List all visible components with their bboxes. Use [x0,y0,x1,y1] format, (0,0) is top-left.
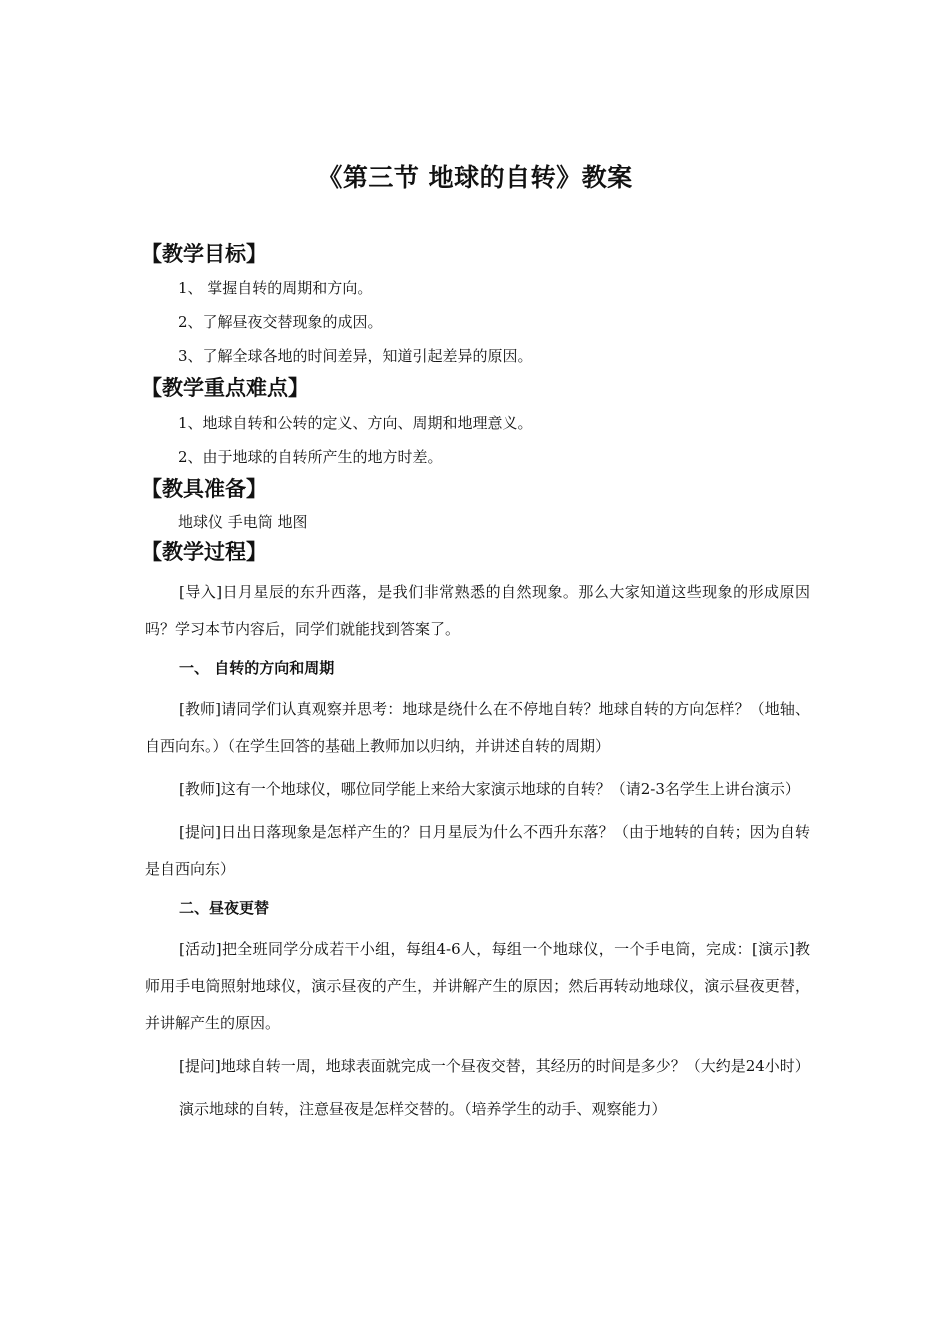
key-point-item: 2、由于地球的自转所产生的地方时差。 [178,448,443,466]
section-heading-materials: 【教具准备】 [141,477,267,501]
process-paragraph: [活动]把全班同学分成若干小组，每组4-6人，每组一个地球仪，一个手电筒，完成：[演示]教师用手电筒照射地球仪，演示昼夜的产生，并讲解产生的原因；然后再转动地球仪，演示昼夜更替，并讲解产生的原因。 [145,940,810,1032]
process-intro: [导入]日月星辰的东升西落，是我们非常熟悉的自然现象。那么大家知道这些现象的形成原因吗？学习本节内容后，同学们就能找到答案了。 [145,583,810,638]
process-paragraph: [提问]地球自转一周，地球表面就完成一个昼夜交替，其经历的时间是多少？（大约是24小时） [179,1057,810,1075]
process-paragraph: [教师]这有一个地球仪，哪位同学能上来给大家演示地球的自转？（请2-3名学生上讲台演示） [179,780,800,798]
section-heading-key-points: 【教学重点难点】 [141,376,309,400]
process-paragraph: 演示地球的自转，注意昼夜是怎样交替的。（培养学生的动手、观察能力） [179,1100,667,1118]
subsection-heading-day-night: 二、昼夜更替 [179,899,270,917]
key-point-item: 1、地球自转和公转的定义、方向、周期和地理意义。 [178,414,533,432]
objective-item: 3、了解全球各地的时间差异，知道引起差异的原因。 [178,347,533,365]
document-body [141,238,810,1128]
document-title: 《第三节 地球的自转》教案 [317,163,633,192]
section-heading-process: 【教学过程】 [141,540,267,564]
section-heading-objectives: 【教学目标】 [141,242,267,266]
subsection-heading-rotation: 一、 自转的方向和周期 [179,659,335,677]
objective-item: 2、了解昼夜交替现象的成因。 [178,313,383,331]
objective-item: 1、 掌握自转的周期和方向。 [178,279,373,297]
process-paragraph: [提问]日出日落现象是怎样产生的？日月星辰为什么不西升东落？（由于地转的自转；因为自转是自西向东） [145,823,810,878]
materials-text: 地球仪 手电筒 地图 [178,513,308,531]
process-paragraph: [教师]请同学们认真观察并思考：地球是绕什么在不停地自转？地球自转的方向怎样？（地轴、自西向东。）（在学生回答的基础上教师加以归纳，并讲述自转的周期） [145,700,810,755]
